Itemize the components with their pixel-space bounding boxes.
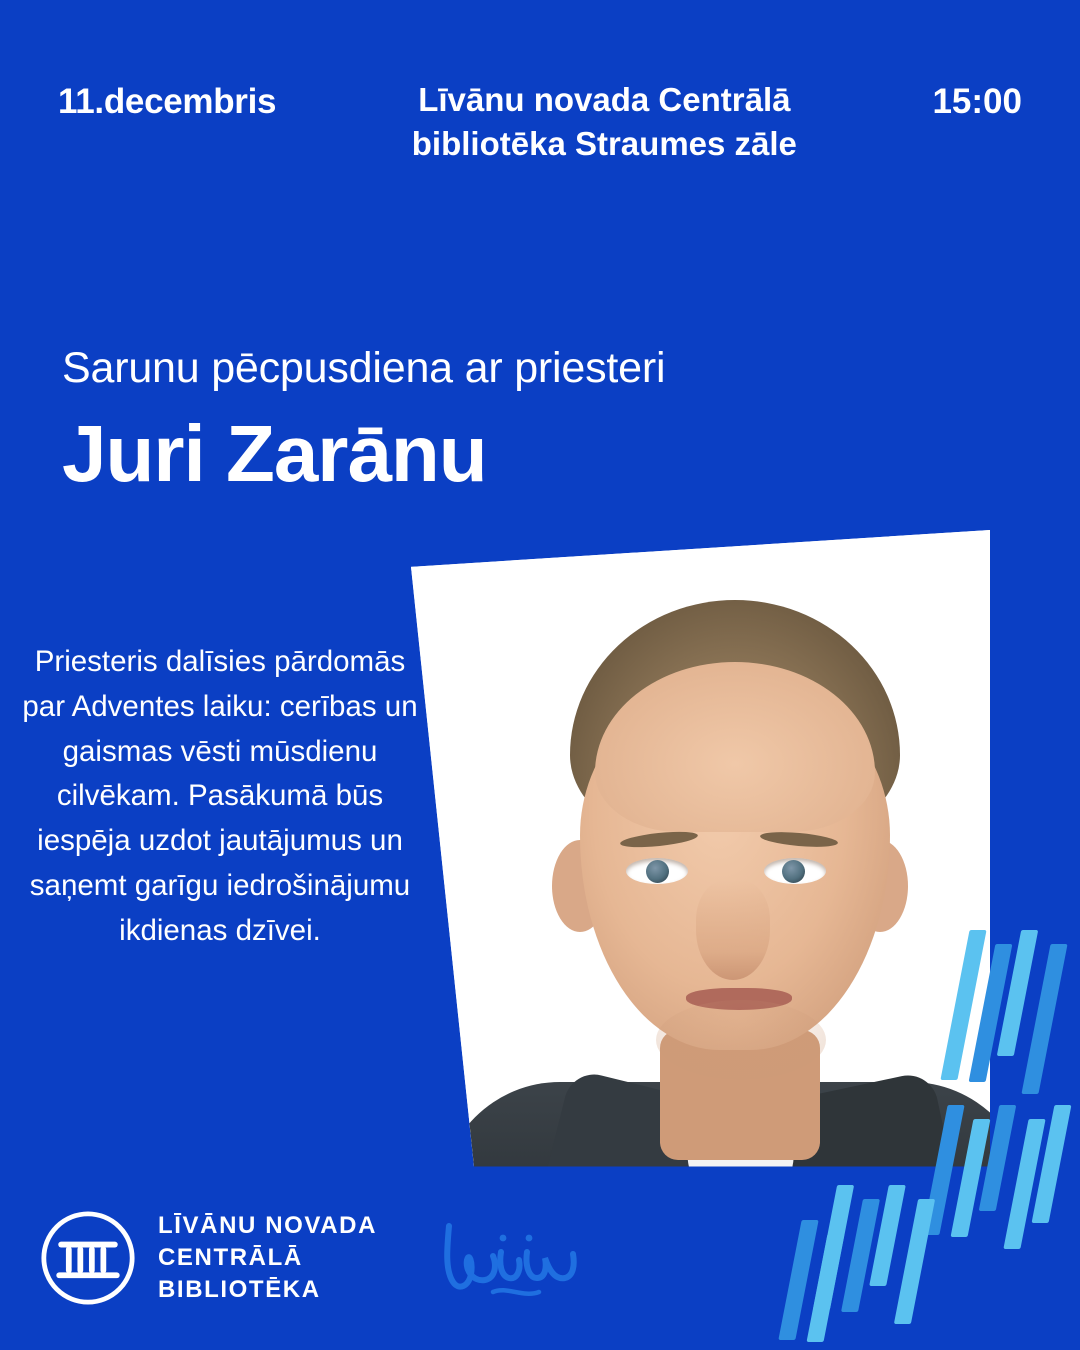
library-logo: [40, 1210, 377, 1306]
decorative-stripe: [997, 930, 1038, 1056]
library-name: [158, 1210, 377, 1305]
decorative-stripe: [869, 1185, 906, 1286]
chin-shape: [656, 1000, 826, 1080]
library-name-line2: CENTRĀLĀ: [158, 1244, 303, 1272]
decorative-stripe: [1032, 1105, 1072, 1223]
guest-name: Juri Zarānu: [62, 409, 487, 499]
event-venue: Līvānu novada Centrālā bibliotēka Straumes zāle: [411, 81, 797, 162]
decorative-stripe: [894, 1199, 935, 1324]
event-time: 15:00: [932, 82, 1022, 121]
photo-canvas: [390, 530, 990, 1200]
decorative-stripe: [1021, 944, 1067, 1094]
nose-shape: [696, 880, 770, 980]
portrait-illustration: [460, 590, 990, 1200]
event-subtitle: Sarunu pēcpusdiena ar priesteri: [62, 344, 666, 392]
speaker-photo: [390, 530, 990, 1200]
left-iris: [646, 860, 669, 883]
library-name-line1: LĪVĀNU NOVADA: [158, 1212, 378, 1240]
livani-brand-logo: [431, 1208, 591, 1308]
library-building-icon: [40, 1210, 136, 1306]
library-name-line3: BIBLIOTĒKA: [158, 1275, 321, 1303]
decorative-stripe: [807, 1234, 845, 1342]
right-iris: [782, 860, 805, 883]
poster-footer: [40, 1208, 591, 1308]
title-block: [62, 345, 962, 498]
event-description: Priesteris dalīsies pārdomās par Adventes laiku: cerības un gaismas vēsti mūsdienu cilvēkam. Pasākumā būs iespēja uzdot jautājumus un saņemt garīgu iedrošinājumu ikdienas dzīvei.: [22, 645, 418, 947]
decorative-stripe: [778, 1220, 818, 1340]
decorative-stripe: [841, 1199, 880, 1312]
decorative-stripe: [1003, 1119, 1045, 1249]
poster-header: [0, 0, 1080, 180]
event-date: 11.decembris: [58, 82, 277, 121]
decorative-stripe: [813, 1185, 854, 1310]
